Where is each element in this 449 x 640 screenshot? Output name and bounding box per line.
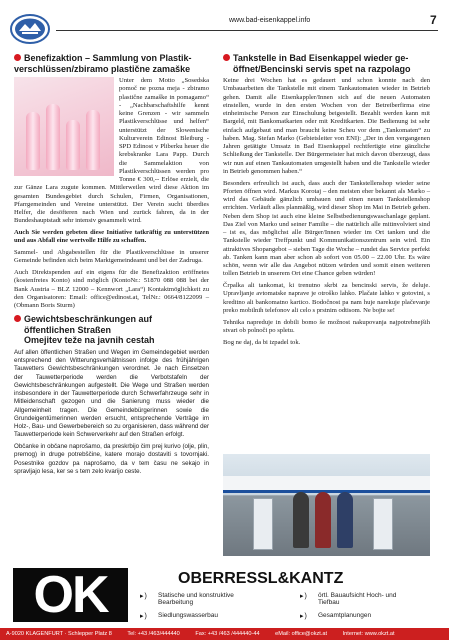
bullet-dot-icon [14, 54, 21, 61]
company-name: OBERRESSL&KANTZ [178, 570, 344, 587]
page-header [0, 0, 449, 48]
header-url[interactable]: www.bad-eisenkappel.info [229, 17, 311, 24]
service-arrow-icon: ▸) [140, 593, 148, 600]
weight-paragraph-2: Občanke in občane naprošamo, da preskrbijo čim prej kurivo (olje, plin, premog) in druge potrebščine, katere morajo dostaviti s tovornjaki. Posestnike gozdov pa naprošamo, da v tem času ne sekajo in spravljajo lesa, ker se s tem zelo kvarijo ceste. [14, 443, 209, 475]
service-arrow-icon: ▸) [300, 613, 308, 620]
page-number: 7 [430, 13, 437, 27]
benefit-paragraph-3: Sammel- und Abgabestellen für die Plastikverschlüsse in unserer Gemeinde befinden sich beim Marktgemeindeamt und bei der Zadruga. [14, 249, 209, 265]
footer-internet[interactable]: Internet: www.okzt.at [342, 631, 395, 637]
service-arrow-icon: ▸) [300, 593, 308, 600]
service-3: Siedlungswasserbau [158, 612, 218, 619]
benefit-paragraph-2: Auch Sie werden gebeten diese Initiative tatkräftig zu unterstützen und aus Abfall eine wertvolle Hilfe zu schaffen. [14, 229, 209, 245]
article-title-benefit: Benefizaktion – Sammlung von Plastik- verschlüssen/zbiramo plastične zamaške [14, 53, 192, 74]
footer-fax: Fax: +43 /463 /444440-44 [195, 631, 260, 637]
gas-station-photo [223, 454, 430, 556]
right-column [223, 53, 430, 350]
gas-station-paragraph-4: Tehnika napreduje in dobili bomo še možnost nakupovanja najpotrebnejših stvari ob polnoči po spletu. [223, 318, 430, 334]
plastic-caps-photo [14, 77, 114, 176]
service-4: Gesamtplanungen [318, 612, 372, 619]
service-2: örtl. Bauaufsicht Hoch- und Tiefbau [318, 592, 397, 607]
service-1: Statische und konstruktive Bearbeitung [158, 592, 234, 607]
article-title-weight: Gewichtsbeschränkungen auf öffentlichen Straßen Omejitev teže na javnih cestah [14, 314, 209, 346]
service-arrow-icon: ▸) [140, 613, 148, 620]
gas-station-paragraph-5: Bog ne daj, da bi izpadel tok. [223, 338, 301, 346]
ad-footer-bar [0, 628, 449, 640]
footer-phone: Tel: +43 /463/444440 [127, 631, 180, 637]
ok-logo: OK [13, 568, 128, 622]
footer-address: A-9020 KLAGENFURT · Schlepper Platz 8 [6, 631, 112, 637]
bullet-dot-icon [14, 315, 21, 322]
footer-email[interactable]: eMail: office@okzt.at [275, 631, 328, 637]
benefit-paragraph-4: Auch Direktspenden auf ein eigens für die Benefizaktion eröffnetes (kostenfreies Konto) sind möglich (KontoNr.: 51870 088 088 bei der Bank Austria – BLZ 12000 – Kennwort „Lara“) Kontaktmöglichkeit zu den Organisatoren: Email: office@edinost.at, TelNr.: 0664/8122099 – (Obmann Boris Sturm) [14, 269, 209, 309]
gas-station-paragraph-3: Črpalka ali tankomat, ki trenutno skrbi za bencinski servis, že deluje. Upravljanje avtomatske naprave je otroško lahko. Plačate lahko v gotovini, s kreditno ali bankomatno kartico. Bodočnost pa nam huje narekuje plačevanje preko mobilnih telefonov ali celo s prstnim odtisom. Ne bojte se! [223, 282, 430, 314]
municipal-coat-of-arms-icon [10, 14, 50, 44]
bullet-dot-icon [223, 54, 230, 61]
weight-paragraph-1: Auf allen öffentlichen Straßen und Wegen im Gemeindegebiet werden entsprechend den Witterungsverhältnissen infolge des frühjährigen Tauwetters Gewichtsbeschränkungen verordnet. Je nach Einsetzen der Tauwetterperiode werden die Verbotstafeln der Gewichtsbeschränkungen aufgestellt. Die Wege und Straßen werden insbesondere in der Tauwetterperiode durch Schwerfahrzeuge sehr in Mitleidenschaft gezogen und die Sanierung muss wieder die Allgemeinheit tragen. Die Gemeindebürgerinnen sowie die Grundeigentümerinnen werden ersucht, entsprechende Verträge im Holz-, Bau- und Gewerbebereich so zu organisieren, dass während der Tauwetterperiode kein Schwerverkehr auf den Straßen erfolgt. [14, 348, 210, 439]
left-column [14, 53, 209, 480]
gas-station-paragraph-2: Besonders erfreulich ist auch, dass auch der Tankstellenshop wieder seine Pforten öffnen wird. Markus Korotaj – den meisten eher bekannt als Marko – wird das Gebäude gänzlich umbauen und einen neuen Tankstellenshop errichten. Verläuft alles planmäßig, wird dieser Shop im Mai in Betrieb gehen. Neben dem Shop ist auch eine kleine Selbstbedienungswaschanlage geplant. Das Ziel von Marko und seiner Familie – die natürlich alle mitinvolviert sind – ist es, das möglichst alle Bürger/Innen wieder im Ort tanken und die Tankstelle wieder Treffpunkt und Kommunikationszentrum sein wird. Ein attraktives Shopangebot – sieben Tage die Woche – rundet das Service perfekt ab. Tanken kann man aber schon ab sofort von 05.00 – 22.00 Uhr. Es wäre schön, wenn wir alle das Angebot nützen würden und somit einen weiteren tollen Betrieb in unserem Ort eine Chance geben würden! [223, 179, 430, 278]
article-title-gas-station: Tankstelle in Bad Eisenkappel wieder ge- öffnet/Bencinski servis spet na razpolago [223, 53, 430, 74]
header-rule [56, 30, 438, 31]
gas-station-paragraph-1: Keine drei Wochen hat es gedauert und schon konnte nach den Umbauarbeiten die Tankstelle mit einem Tankautomaten wieder in Betrieb gehen. Damit alle Eisenkappler/Innen sich auf die neuen Automaten einstellen, wurde in den ersten Wochen von der Betreiberfirma eine einheimische Person zur Einschulung beigestellt. Bezahlt werden kann mit Bargeld, mit Bankomatkarten oder mit Kreditkarten. Die Bedienung ist sehr einfach aufgebaut und man braucht keine Scheu vor dem „Tankomaten“ zu haben. Mag. Stefan Marko (Gebietsleiter von ENI): „Der in den vergangenen Jahren getätigte Umsatz in Bad Eisenkappel rechtfertigte eine gänzliche Schließung der Tankstelle. Der Bürgermeister hat mich davon überzeugt, dass wir nun auf einen Tankautomaten umgestellt haben und die Tankstelle wieder in Betrieb genommen haben.“ [223, 77, 430, 175]
benefit-paragraph-1: Unter dem Motto „Sosedska pomoč ne pozna meja - zbiramo plastične zamaške in pomagamo“ - „Nachbarschaftshilfe kennt keine Grenzen - wir sammeln Plastikverschlüsse und helfen“ unterstützt der Slowenische Kulturverein Edinost Bleiburg - SPD Edinost v Pliberku heuer die krebskranke Lara Papp. Durch die Sammelaktion von Plastikverschlüssen werden pro Tonne € 300,-- Erlöse erzielt, die zur Gänze Lara zugute kommen. Mittlerweilen wird diese Aktion im gesamten Bundesgebiet durch Schulen, Firmen, Organisationen, Pfarrgemeinden und Vereine unterstützt. Der Verein sucht überdies Helfer, die desöfteren nach Wien und zurück fahren, da in der Bundeshauptstadt sehr intensiv gesammelt wird. [14, 77, 209, 225]
